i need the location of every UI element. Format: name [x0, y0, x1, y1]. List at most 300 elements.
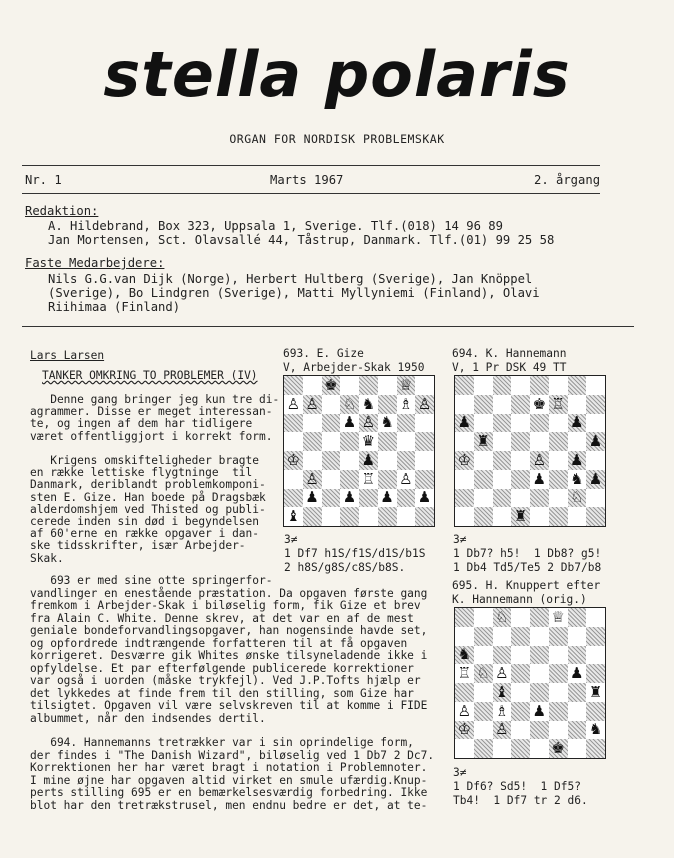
chess-piece-icon: ♙ [305, 469, 319, 488]
board-square [568, 608, 587, 627]
chess-piece-icon: ♞ [570, 469, 584, 488]
board-square [359, 451, 378, 470]
chess-piece-icon: ♜ [513, 507, 528, 526]
chess-piece-icon: ♗ [399, 394, 413, 413]
problem-693-stipulation: 3≠ [284, 533, 298, 546]
board-square [455, 608, 474, 627]
article-line: fra Alain C. White. Denne skrev, at det var en af de mest [30, 611, 414, 625]
board-square [322, 507, 341, 526]
article-line: Korrektionen her har været bragt i notation i Problemnoter. [30, 761, 428, 774]
board-square [549, 739, 568, 758]
board-square [455, 376, 474, 395]
chess-piece-icon: ♟ [305, 488, 319, 507]
chess-piece-icon: ♟ [417, 488, 432, 507]
board-square [549, 470, 568, 489]
board-square [474, 721, 493, 740]
chess-piece-icon: ♟ [361, 450, 376, 469]
board-square [530, 470, 549, 489]
board-square [340, 470, 359, 489]
board-square [359, 376, 378, 395]
board-square [397, 470, 416, 489]
board-square [340, 432, 359, 451]
chess-piece-icon: ♟ [342, 413, 357, 432]
article-line: der findes i "The Danish Wizard", biløselig ved 1 Db7 2 Dc7. [30, 748, 435, 762]
problem-695-source: K. Hannemann (orig.) [452, 593, 587, 606]
article-line: en række lettiske flygtninge til [30, 466, 253, 480]
board-square [511, 664, 530, 683]
problem-693-source: V, Arbejder-Skak 1950 [283, 361, 425, 374]
chess-piece-icon: ♚ [532, 394, 547, 413]
chess-piece-icon: ♙ [457, 701, 472, 720]
board-square [474, 489, 493, 508]
board-square [397, 376, 416, 395]
chess-piece-icon: ♜ [588, 682, 603, 701]
board-square [530, 721, 549, 740]
board-square [322, 414, 341, 433]
board-square [415, 507, 434, 526]
board-square [378, 470, 397, 489]
chess-piece-icon: ♘ [495, 607, 509, 626]
chess-piece-icon: ♜ [476, 432, 490, 451]
board-square [568, 664, 587, 683]
magazine-title: stella polaris [103, 38, 571, 111]
board-square [493, 739, 512, 758]
board-square [511, 646, 530, 665]
article-line: perts stilling 695 er en bemærkelsesværdig forbedring. Ikke [30, 786, 428, 799]
article-line: geniale bondeforvandlingsopgaver, han nogensinde havde set, [30, 624, 428, 637]
board-square [511, 721, 530, 740]
board-square [455, 507, 474, 526]
board-square [549, 451, 568, 470]
board-square [474, 376, 493, 395]
board-square [511, 451, 530, 470]
board-square [530, 432, 549, 451]
board-square [455, 646, 474, 665]
board-square [474, 470, 493, 489]
chess-piece-icon: ♚ [324, 375, 338, 394]
chess-piece-icon: ♟ [342, 488, 357, 507]
board-square [455, 395, 474, 414]
board-square [322, 451, 341, 470]
board-square [397, 451, 416, 470]
board-square [397, 432, 416, 451]
chess-piece-icon: ♟ [532, 469, 547, 488]
board-square [455, 627, 474, 646]
article-line: og opfordrede indtrængende forfatteren til at få opgaven [30, 636, 408, 650]
board-square [455, 739, 474, 758]
board-square [493, 489, 512, 508]
problem-695-number: 695. H. Knuppert efter [452, 579, 601, 592]
board-square [568, 432, 587, 451]
board-square [530, 395, 549, 414]
chess-piece-icon: ♟ [532, 701, 547, 720]
board-square [568, 627, 587, 646]
chess-piece-icon: ♖ [457, 664, 472, 683]
chessboard-693 [283, 375, 435, 527]
board-square [322, 376, 341, 395]
board-square [359, 470, 378, 489]
board-square [511, 489, 530, 508]
board-square [415, 376, 434, 395]
problem-694-source: V, 1 Pr DSK 49 TT [452, 361, 567, 374]
chess-piece-icon: ♗ [495, 701, 509, 720]
board-square [455, 414, 474, 433]
board-square [493, 664, 512, 683]
board-square [493, 451, 512, 470]
issue-date: Marts 1967 [270, 173, 344, 187]
board-square [340, 414, 359, 433]
problem-695-stipulation: 3≠ [453, 766, 467, 779]
chess-piece-icon: ♟ [570, 664, 584, 683]
chess-piece-icon: ♛ [361, 432, 376, 451]
board-square [549, 627, 568, 646]
problem-693-number: 693. E. Gize [283, 347, 364, 360]
article-author: Lars Larsen [30, 349, 105, 362]
board-square [397, 489, 416, 508]
article-line: I mine øjne har opgaven altid virket en smule ufærdig.Knup- [30, 773, 428, 787]
chess-piece-icon: ♙ [305, 394, 319, 413]
chess-piece-icon: ♚ [551, 739, 565, 758]
board-square [284, 414, 303, 433]
board-square [378, 414, 397, 433]
board-square [493, 721, 512, 740]
board-square [455, 702, 474, 721]
redaktion-line-2: Jan Mortensen, Sct. Olavsallé 44, Tåstrup, Danmark. Tlf.(01) 99 25 58 [48, 233, 555, 247]
board-square [455, 432, 474, 451]
board-square [511, 395, 530, 414]
board-square [586, 664, 605, 683]
board-square [303, 507, 322, 526]
chess-piece-icon: ♕ [551, 607, 565, 626]
board-square [303, 451, 322, 470]
board-square [586, 646, 605, 665]
problem-694-solution-1: 1 Db7? h5! 1 Db8? g5! [453, 547, 602, 560]
chess-piece-icon: ♙ [399, 469, 413, 488]
chess-piece-icon: ♙ [495, 664, 509, 683]
board-square [415, 395, 434, 414]
chess-piece-icon: ♘ [476, 664, 490, 683]
problem-694-number: 694. K. Hannemann [452, 347, 567, 360]
problem-695-solution-1: 1 Df6? Sd5! 1 Df5? [453, 780, 581, 793]
board-square [586, 608, 605, 627]
chess-piece-icon: ♝ [286, 507, 301, 526]
issue-volume: 2. årgang [534, 173, 601, 187]
chess-piece-icon: ♔ [457, 720, 472, 739]
board-square [586, 376, 605, 395]
article-line: været offentliggjort i korrekt form. [30, 429, 273, 443]
board-square [340, 489, 359, 508]
board-square [568, 451, 587, 470]
chess-piece-icon: ♟ [588, 432, 603, 451]
board-square [511, 627, 530, 646]
board-square [455, 489, 474, 508]
board-square [378, 432, 397, 451]
board-square [549, 721, 568, 740]
board-square [530, 646, 549, 665]
board-square [530, 507, 549, 526]
chess-piece-icon: ♞ [361, 394, 376, 413]
board-square [493, 507, 512, 526]
board-square [397, 507, 416, 526]
board-square [586, 683, 605, 702]
medarbejdere-line-2: (Sverige), Bo Lindgren (Sverige), Matti Myllyniemi (Finland), Olavi [48, 286, 540, 300]
board-square [586, 739, 605, 758]
board-square [378, 395, 397, 414]
article-line: Skak. [30, 551, 64, 565]
board-square [530, 627, 549, 646]
board-square [340, 395, 359, 414]
magazine-subtitle: ORGAN FOR NORDISK PROBLEMSKAK [229, 132, 445, 146]
board-square [568, 646, 587, 665]
board-square [568, 702, 587, 721]
chess-piece-icon: ♟ [380, 488, 394, 507]
board-square [530, 664, 549, 683]
board-square [549, 608, 568, 627]
chess-piece-icon: ♙ [361, 413, 376, 432]
board-square [586, 432, 605, 451]
board-square [284, 451, 303, 470]
board-square [378, 489, 397, 508]
board-square [284, 376, 303, 395]
board-square [455, 664, 474, 683]
board-square [586, 451, 605, 470]
problem-694-stipulation: 3≠ [453, 533, 467, 546]
board-square [474, 608, 493, 627]
article-line: sten E. Gize. Han boede på Dragsbæk [30, 490, 266, 504]
board-square [378, 376, 397, 395]
board-square [493, 646, 512, 665]
article-line: albummet, når den indsendes dertil. [30, 711, 266, 725]
board-square [303, 414, 322, 433]
chess-piece-icon: ♙ [495, 720, 509, 739]
board-square [415, 414, 434, 433]
board-square [474, 739, 493, 758]
board-square [474, 664, 493, 683]
board-square [474, 507, 493, 526]
article-line: korrigeret. Desværre gik Whites ønske tilsyneladende ikke i [30, 649, 428, 662]
board-square [549, 683, 568, 702]
board-square [511, 376, 530, 395]
board-square [549, 376, 568, 395]
chess-piece-icon: ♟ [588, 469, 603, 488]
chessboard-694 [454, 375, 606, 527]
chess-piece-icon: ♟ [457, 413, 472, 432]
board-square [322, 489, 341, 508]
article-line: blot har den tretrækstrusel, men endnu bedre er det, at te- [30, 798, 428, 812]
board-square [493, 395, 512, 414]
board-square [586, 721, 605, 740]
article-line: fremkom i Arbejder-Skak i biløselig form, fik Gize et brev [30, 599, 421, 612]
article-line: af 60'erne en række opgaver i dan- [30, 527, 260, 541]
board-square [511, 507, 530, 526]
chess-piece-icon: ♙ [286, 394, 301, 413]
board-square [568, 739, 587, 758]
header-rule-top [22, 165, 600, 166]
article-line: cerede inden sin død i begyndelsen [30, 515, 260, 528]
chess-piece-icon: ♕ [399, 375, 413, 394]
board-square [568, 489, 587, 508]
problem-694-solution-2: 1 Db4 Td5/Te5 2 Db7/b8 [453, 561, 602, 574]
board-square [568, 376, 587, 395]
board-square [530, 414, 549, 433]
chess-piece-icon: ♞ [380, 413, 394, 432]
article-line: alderdomshjem ved Thisted og publi- [30, 502, 266, 516]
board-square [474, 414, 493, 433]
header-rule-bottom [22, 193, 600, 194]
board-square [474, 395, 493, 414]
board-square [455, 683, 474, 702]
board-square [359, 395, 378, 414]
medarbejdere-line-3: Riihimaa (Finland) [48, 300, 181, 314]
board-square [530, 702, 549, 721]
board-square [455, 721, 474, 740]
board-square [340, 451, 359, 470]
chess-piece-icon: ♟ [570, 450, 584, 469]
problem-693-solution-2: 2 h8S/g8S/c8S/b8S. [284, 561, 406, 574]
issue-number: Nr. 1 [25, 173, 62, 187]
board-square [415, 451, 434, 470]
board-square [586, 507, 605, 526]
board-square [493, 470, 512, 489]
board-square [493, 414, 512, 433]
board-square [303, 489, 322, 508]
chess-piece-icon: ♖ [361, 469, 376, 488]
article-line: opfyldelse. Et par efterfølgende publicerede korrektioner [30, 661, 414, 675]
board-square [586, 395, 605, 414]
board-square [322, 470, 341, 489]
board-square [511, 739, 530, 758]
article-line: Krigens omskifteligheder bragte [30, 454, 260, 467]
board-square [549, 507, 568, 526]
board-square [303, 395, 322, 414]
board-square [303, 432, 322, 451]
article-line: agrammer. Disse er meget interessan- [30, 405, 273, 419]
article-line: det lykkedes at finde frem til den stilling, som Gize har [30, 686, 414, 700]
problem-695-solution-2: Tb4! 1 Df7 tr 2 d6. [453, 794, 588, 807]
board-square [549, 489, 568, 508]
board-square [284, 489, 303, 508]
board-square [568, 470, 587, 489]
board-square [493, 608, 512, 627]
board-square [568, 721, 587, 740]
board-square [568, 414, 587, 433]
board-square [340, 376, 359, 395]
board-square [474, 702, 493, 721]
board-square [303, 470, 322, 489]
board-square [493, 702, 512, 721]
board-square [530, 489, 549, 508]
chess-piece-icon: ♔ [286, 450, 301, 469]
board-square [359, 432, 378, 451]
board-square [415, 489, 434, 508]
article-line: Danmark, deriblandt problemkomponi- [30, 478, 266, 492]
chess-piece-icon: ♔ [457, 450, 472, 469]
board-square [415, 470, 434, 489]
editorial-rule [22, 326, 634, 327]
article-line: te, og ingen af dem har tidligere [30, 417, 253, 431]
article-line: 694. Hannemanns tretrækker var i sin oprindelige form, [30, 736, 414, 749]
board-square [474, 627, 493, 646]
medarbejdere-label: Faste Medarbejdere: [25, 256, 165, 270]
board-square [397, 414, 416, 433]
board-square [549, 664, 568, 683]
board-square [359, 507, 378, 526]
redaktion-line-1: A. Hildebrand, Box 323, Uppsala 1, Sverige. Tlf.(018) 14 96 89 [48, 219, 503, 233]
board-square [474, 451, 493, 470]
article-line: var også i uorden (måske trykfejl). Ved J.P.Tofts hjælp er [30, 674, 421, 687]
article-line: ske tidsskrifter, især Arbejder- [30, 539, 246, 553]
board-square [530, 451, 549, 470]
board-square [586, 627, 605, 646]
board-square [493, 376, 512, 395]
board-square [549, 432, 568, 451]
board-square [530, 683, 549, 702]
board-square [549, 414, 568, 433]
board-square [378, 507, 397, 526]
board-square [511, 414, 530, 433]
board-square [474, 646, 493, 665]
board-square [586, 414, 605, 433]
chess-piece-icon: ♘ [570, 488, 584, 507]
board-square [284, 470, 303, 489]
chess-piece-icon: ♙ [532, 450, 547, 469]
board-square [284, 507, 303, 526]
chess-piece-icon: ♙ [417, 394, 432, 413]
board-square [322, 395, 341, 414]
board-square [568, 395, 587, 414]
board-square [530, 739, 549, 758]
chess-piece-icon: ♘ [342, 394, 357, 413]
board-square [322, 432, 341, 451]
board-square [530, 376, 549, 395]
article-line: vandlinger en enestående præstation. Da opgaven første gang [30, 586, 428, 600]
article-heading: TANKER OMKRING TO PROBLEMER (IV) [42, 369, 258, 382]
chessboard-695 [454, 607, 606, 759]
board-square [493, 627, 512, 646]
board-square [586, 489, 605, 508]
board-square [493, 432, 512, 451]
board-square [568, 507, 587, 526]
board-square [549, 646, 568, 665]
board-square [415, 432, 434, 451]
board-square [455, 451, 474, 470]
board-square [474, 683, 493, 702]
board-square [474, 432, 493, 451]
problem-693-solution-1: 1 Df7 h1S/f1S/d1S/b1S [284, 547, 426, 560]
board-square [568, 683, 587, 702]
board-square [511, 683, 530, 702]
article-line: tilsigtet. Opgaven vil være selvskreven til at komme i FIDE [30, 699, 428, 712]
article-line: 693 er med sine otte springerfor- [30, 574, 273, 587]
medarbejdere-line-1: Nils G.G.van Dijk (Norge), Herbert Hultberg (Sverige), Jan Knöppel [48, 272, 533, 286]
board-square [284, 395, 303, 414]
chess-piece-icon: ♞ [457, 645, 472, 664]
board-square [340, 507, 359, 526]
board-square [586, 702, 605, 721]
board-square [511, 432, 530, 451]
board-square [493, 683, 512, 702]
board-square [359, 489, 378, 508]
chess-piece-icon: ♟ [570, 413, 584, 432]
chess-piece-icon: ♝ [495, 682, 509, 701]
board-square [378, 451, 397, 470]
board-square [586, 470, 605, 489]
board-square [549, 395, 568, 414]
board-square [511, 470, 530, 489]
board-square [397, 395, 416, 414]
board-square [549, 702, 568, 721]
redaktion-label: Redaktion: [25, 204, 99, 218]
